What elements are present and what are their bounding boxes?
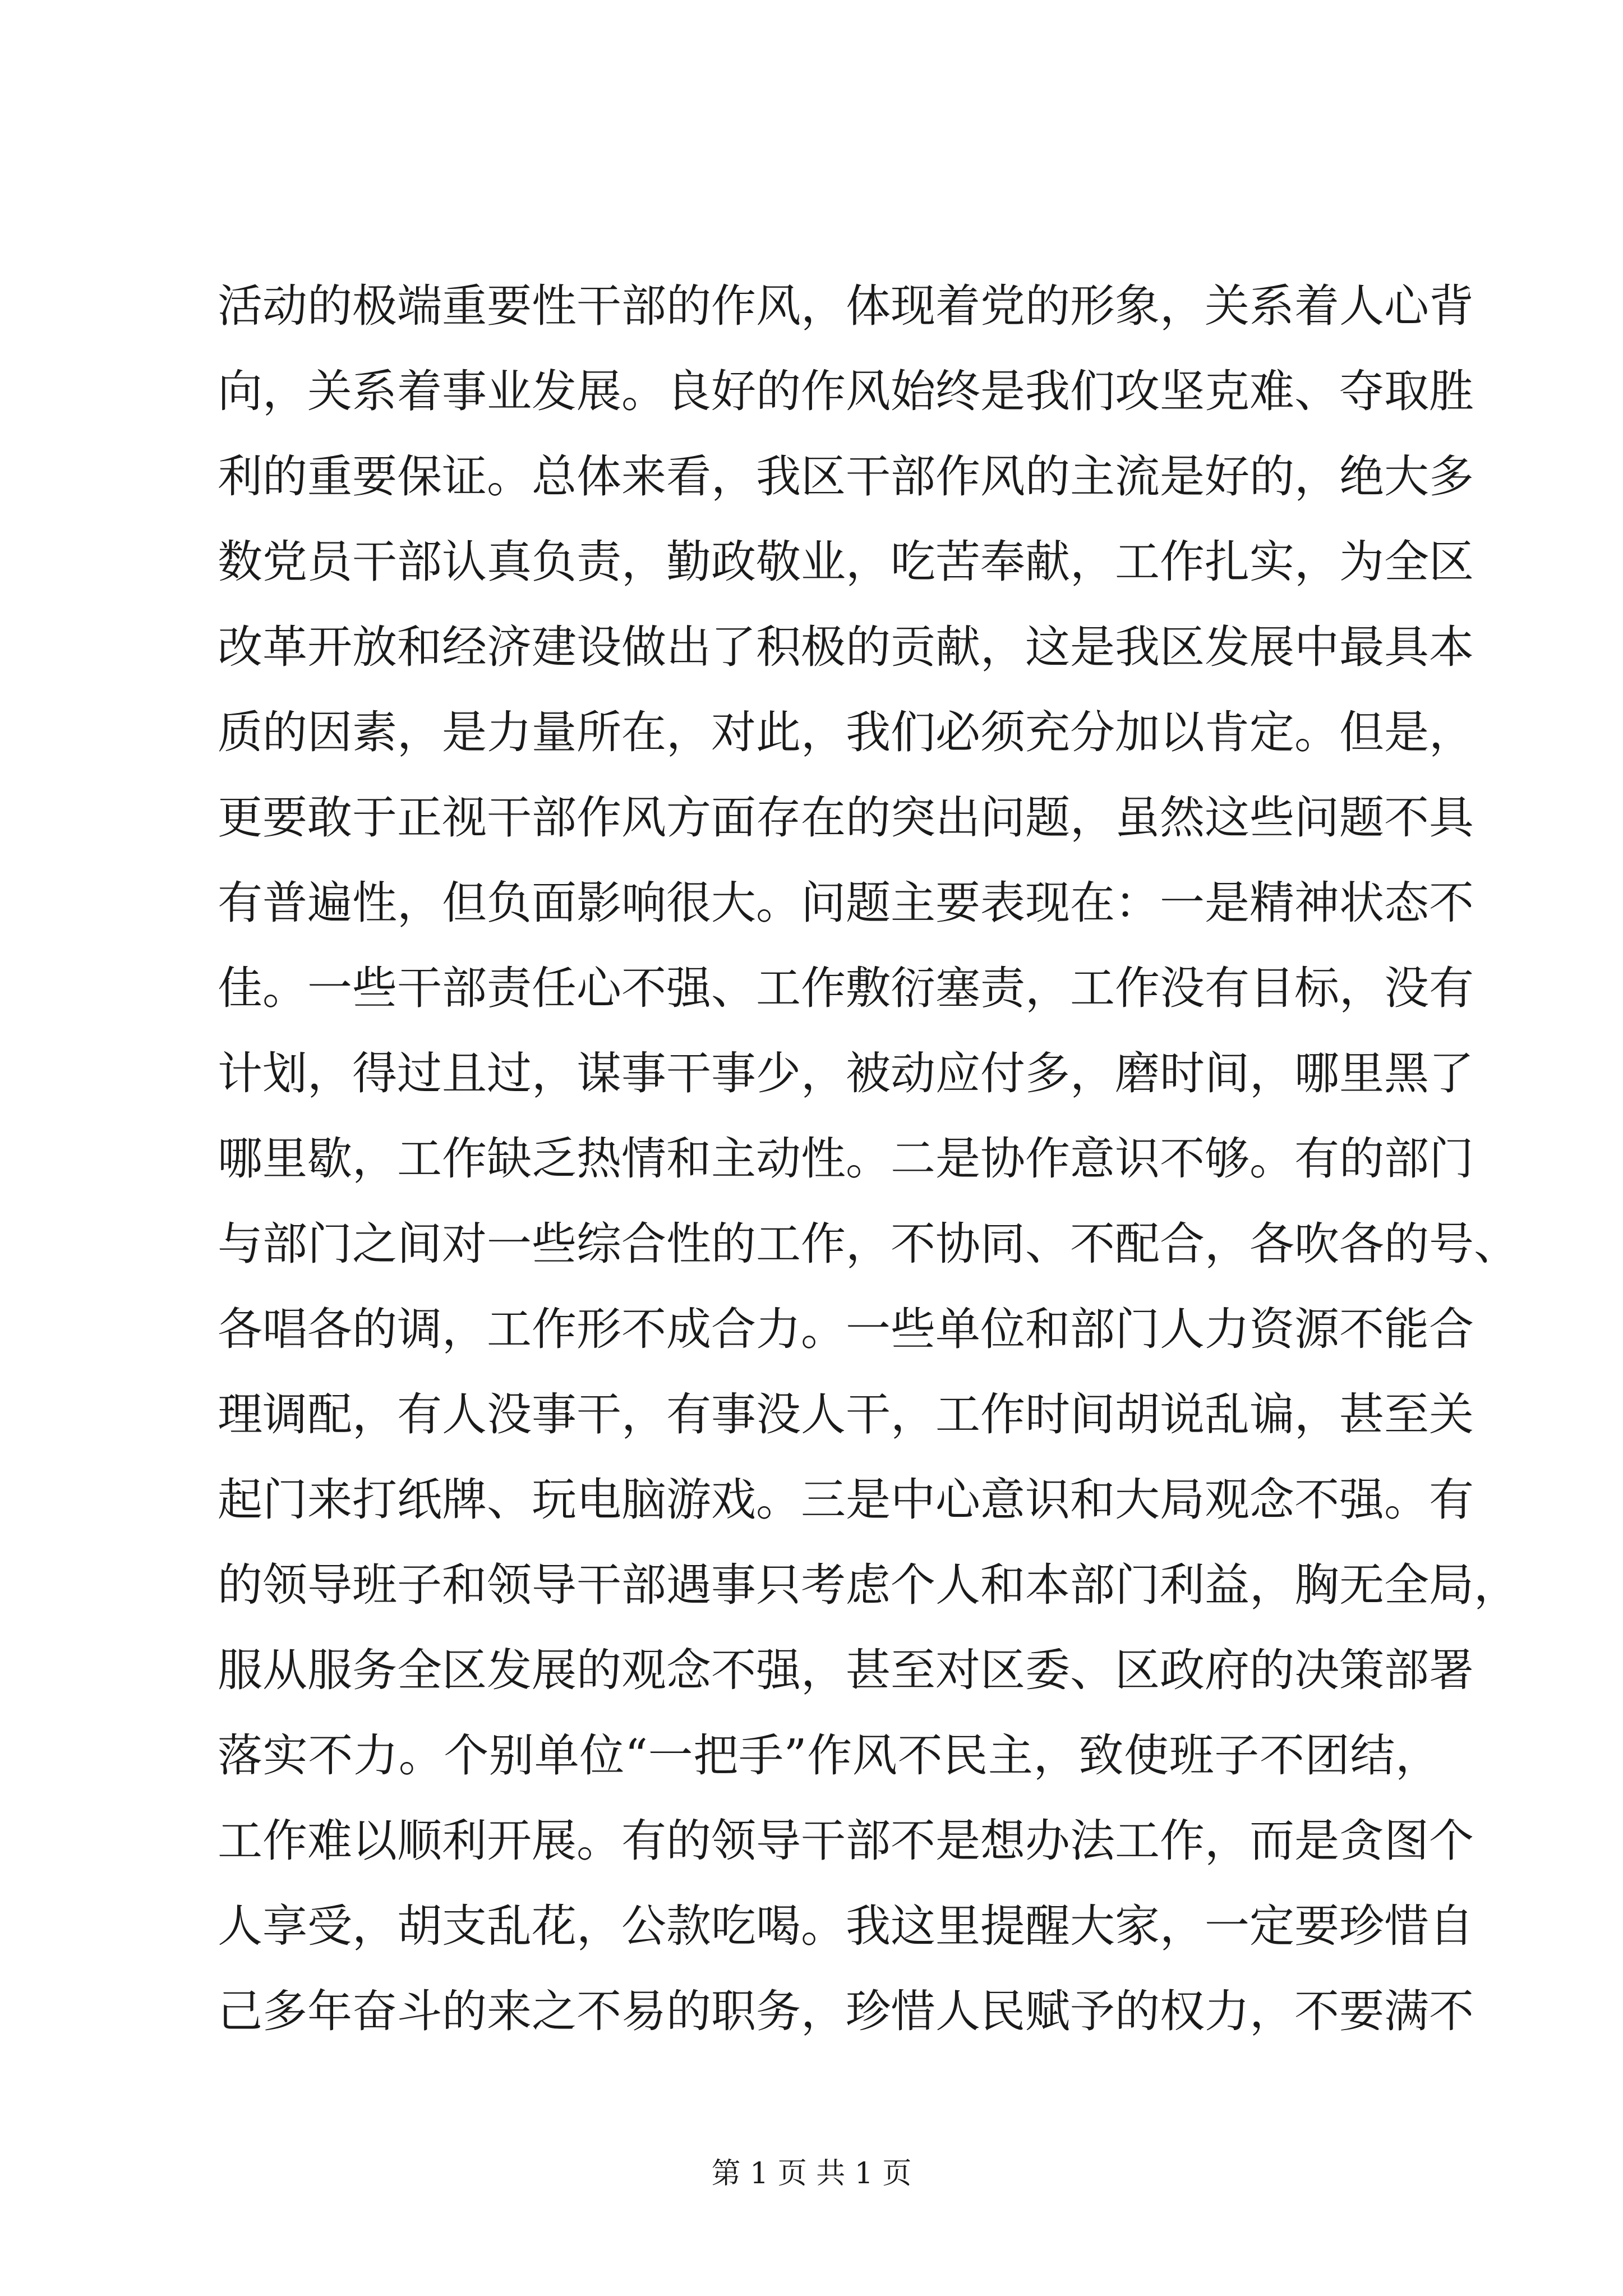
text-line: 改革开放和经济建设做出了积极的贡献，这是我区发展中最具本 bbox=[218, 621, 1474, 673]
text-line: 理调配，有人没事干，有事没人干，工作时间胡说乱谝，甚至关 bbox=[218, 1388, 1474, 1441]
text-line: 佳。一些干部责任心不强、工作敷衍塞责，工作没有目标，没有 bbox=[218, 962, 1474, 1014]
text-line: 活动的极端重要性干部的作风，体现着党的形象，关系着人心背 bbox=[218, 280, 1474, 332]
body-text bbox=[218, 264, 1519, 2054]
text-line: 服从服务全区发展的观念不强，甚至对区委、区政府的决策部署 bbox=[218, 1644, 1474, 1696]
text-line: 利的重要保证。总体来看，我区干部作风的主流是好的，绝大多 bbox=[218, 450, 1474, 503]
text-line: 起门来打纸牌、玩电脑游戏。三是中心意识和大局观念不强。有 bbox=[218, 1474, 1474, 1526]
text-line: 有普遍性，但负面影响很大。问题主要表现在：一是精神状态不 bbox=[218, 877, 1474, 929]
text-line: 与部门之间对一些综合性的工作，不协同、不配合，各吹各的号、 bbox=[218, 1218, 1519, 1270]
text-line: 数党员干部认真负责，勤政敬业，吃苦奉献，工作扎实，为全区 bbox=[218, 536, 1474, 588]
text-line: 的领导班子和领导干部遇事只考虑个人和本部门利益，胸无全局， bbox=[218, 1559, 1519, 1611]
text-line: 哪里歇，工作缺乏热情和主动性。二是协作意识不够。有的部门 bbox=[218, 1133, 1474, 1185]
text-line: 己多年奋斗的来之不易的职务，珍惜人民赋予的权力，不要满不 bbox=[218, 1985, 1474, 2037]
text-line: 向，关系着事业发展。良好的作风始终是我们攻坚克难、夺取胜 bbox=[218, 365, 1474, 417]
text-line: 工作难以顺利开展。有的领导干部不是想办法工作，而是贪图个 bbox=[218, 1815, 1474, 1867]
text-line: 更要敢于正视干部作风方面存在的突出问题，虽然这些问题不具 bbox=[218, 792, 1474, 844]
text-line: 落实不力。个别单位“一把手”作风不民主，致使班子不团结， bbox=[218, 1729, 1440, 1782]
text-line: 质的因素，是力量所在，对此，我们必须充分加以肯定。但是， bbox=[218, 706, 1474, 758]
text-line: 人享受，胡支乱花，公款吃喝。我这里提醒大家，一定要珍惜自 bbox=[218, 1900, 1474, 1952]
page-footer: 第 1 页 共 1 页 bbox=[711, 2157, 912, 2191]
text-line: 各唱各的调，工作形不成合力。一些单位和部门人力资源不能合 bbox=[218, 1303, 1474, 1355]
text-line: 计划，得过且过，谋事干事少，被动应付多，磨时间，哪里黑了 bbox=[218, 1047, 1474, 1099]
